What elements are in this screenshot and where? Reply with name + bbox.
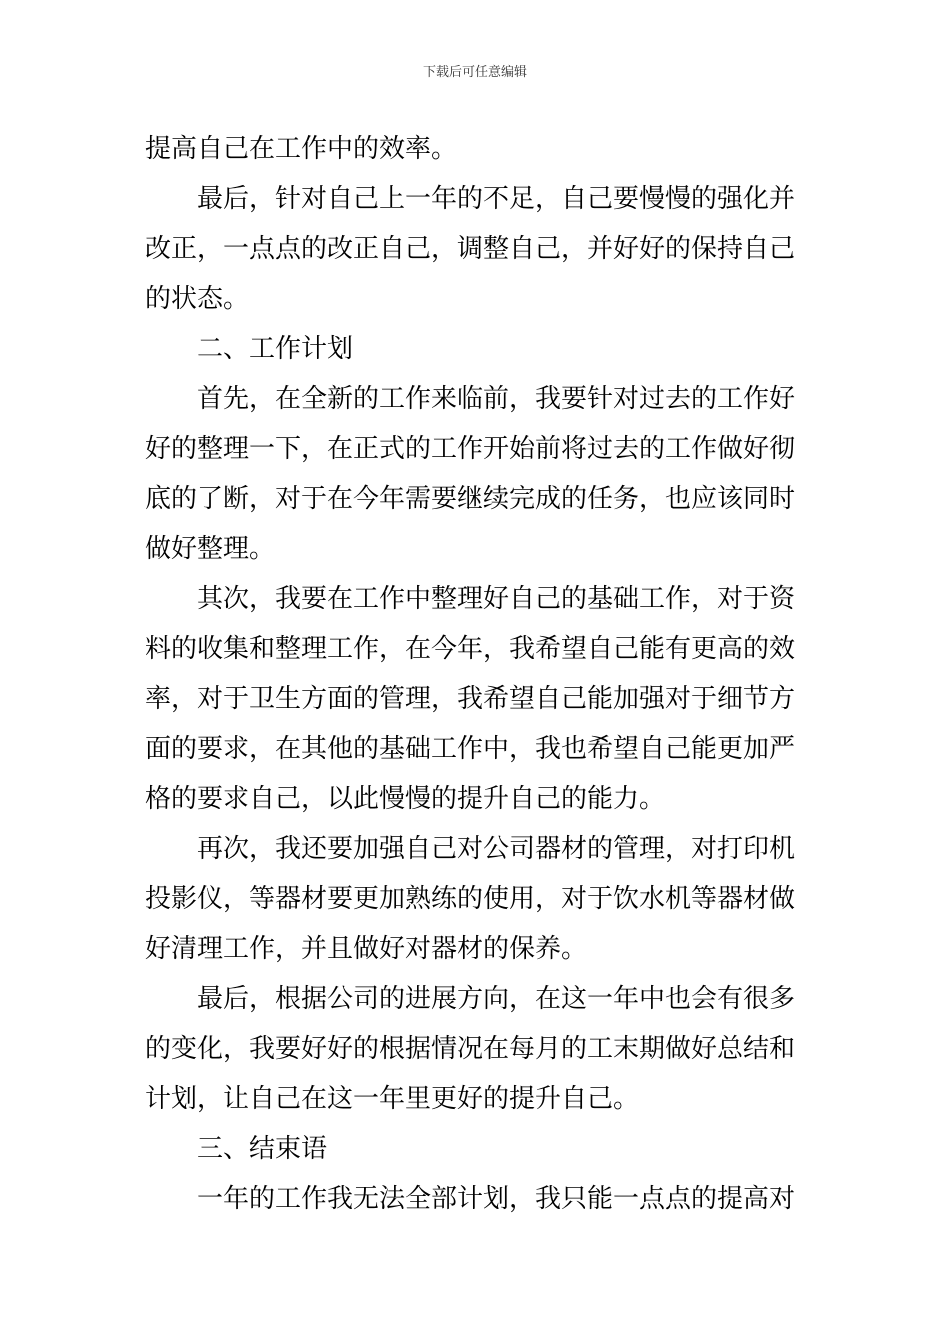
text-line: 投影仪，等器材要更加熟练的使用，对于饮水机等器材做 — [145, 884, 796, 914]
text-line: 做好整理。 — [145, 534, 276, 564]
text-line: 好清理工作，并且做好对器材的保养。 — [145, 934, 588, 964]
text-line: 首先，在全新的工作来临前，我要针对过去的工作好 — [197, 384, 796, 414]
text-line: 料的收集和整理工作，在今年，我希望自己能有更高的效 — [145, 634, 796, 664]
text-line: 计划，让自己在这一年里更好的提升自己。 — [145, 1084, 640, 1114]
text-line: 其次，我要在工作中整理好自己的基础工作，对于资 — [197, 584, 796, 614]
text-line: 底的了断，对于在今年需要继续完成的任务，也应该同时 — [145, 484, 796, 514]
page-header: 下载后可任意编辑 — [422, 65, 527, 80]
section-heading: 三、结束语 — [197, 1134, 328, 1164]
text-line: 的状态。 — [145, 284, 250, 314]
text-line: 格的要求自己，以此慢慢的提升自己的能力。 — [145, 784, 666, 814]
text-line: 率，对于卫生方面的管理，我希望自己能加强对于细节方 — [145, 684, 796, 714]
text-line: 最后，针对自己上一年的不足，自己要慢慢的强化并 — [197, 184, 796, 214]
text-line: 最后，根据公司的进展方向，在这一年中也会有很多 — [197, 984, 796, 1014]
text-line: 一年的工作我无法全部计划，我只能一点点的提高对 — [197, 1184, 796, 1214]
text-line: 面的要求，在其他的基础工作中，我也希望自己能更加严 — [145, 734, 796, 764]
document-body — [145, 124, 807, 1224]
text-line: 改正，一点点的改正自己，调整自己，并好好的保持自己 — [145, 234, 796, 264]
section-heading: 二、工作计划 — [197, 334, 354, 364]
text-line: 提高自己在工作中的效率。 — [145, 134, 458, 164]
text-line: 的变化，我要好好的根据情况在每月的工末期做好总结和 — [145, 1034, 796, 1064]
text-line: 再次，我还要加强自己对公司器材的管理，对打印机 — [197, 834, 796, 864]
text-line: 好的整理一下，在正式的工作开始前将过去的工作做好彻 — [145, 434, 796, 464]
